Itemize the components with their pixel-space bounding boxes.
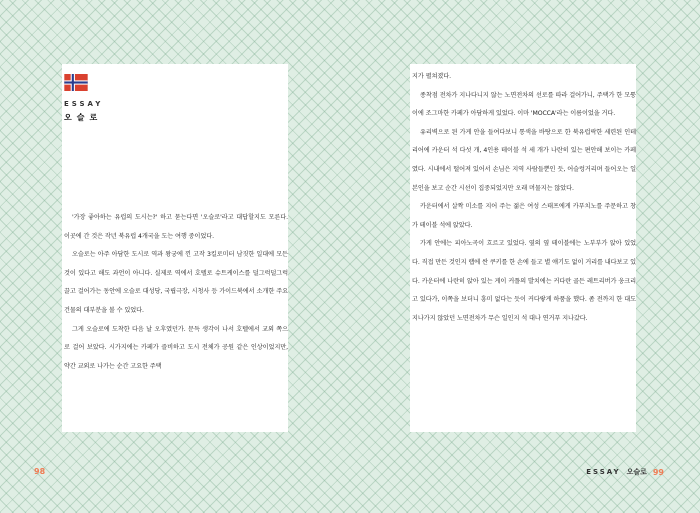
page-number-left: 98 <box>34 467 46 476</box>
running-head-title: 오슬로 <box>626 468 647 476</box>
paragraph: 오슬로는 아주 아담한 도시로 역과 왕궁에 낀 고작 3킬로미터 남짓한 일대에 모든 것이 있다고 해도 과언이 아니다. 실제로 역에서 호텔로 슈트케이스를 덜그럭덜그럭 끌고 걸어가는 동안에 오슬로 대성당, 국립극장, 시청사 등 가이드북에서 소개한 주요 건물의 대부분을 볼 수 있었다. <box>64 251 288 314</box>
paragraph: 그게 오슬로에 도착한 다음 날 오후였던가. 문득 생각이 나서 호텔에서 교외 쪽으로 걸어 보았다. 시가지에는 카페가 즐비하고 도시 전체가 공원 같은 인상이었지만, 약간 교외로 나가는 순간 고요한 주택 <box>64 325 288 370</box>
paragraph: '가장 좋아하는 유럽의 도시는?' 하고 묻는다면 '오슬로'라고 대답할지도 모른다. 이곳에 간 것은 작년 북유럽 4개국을 도는 여행 중이었다. <box>64 214 288 240</box>
norway-flag-icon <box>64 74 88 91</box>
paragraph: 유리벽으로 된 가게 안을 들여다보니 통색을 바탕으로 한 북유럽락한 세련된 인테리어에 카운터 석 다섯 개, 4인용 테이블 석 세 개가 나란히 있는 편안해 보이는 카페였다. 시내에서 떨어져 있어서 손님은 지역 사람들뿐인 듯, 어슬렁거리며 들어오는 일본인을 보고 순간 시선이 집중되었지만 오래 머물지는 않았다. <box>412 128 636 192</box>
running-head-label: ESSAY <box>586 468 621 476</box>
paragraph: 카운터에서 살짝 미소를 지어 주는 젊은 여성 스태프에게 카푸치노를 주문하고 창가 테이블 석에 앉았다. <box>412 203 636 229</box>
article-title: 오슬로 <box>64 113 103 122</box>
right-page <box>410 64 636 432</box>
running-head <box>586 467 664 477</box>
left-page <box>62 64 288 432</box>
paragraph: 지가 펼쳐졌다. <box>412 73 451 80</box>
left-body-text <box>64 209 288 376</box>
paragraph: 종착점 전차가 지나다니지 않는 노면전차의 선로를 따라 걸어가니, 주택가 한 모퉁이에 조그마한 카페가 아담하게 있었다. 이마 'MOCCA'라는 이름이었을 거다. <box>412 91 636 118</box>
paragraph: 가게 안에는 피아노곡이 흐르고 있었다. 옆의 옆 테이블에는 노부부가 앉아 있었다. 직접 만든 것인지 랩에 싼 쿠키를 한 손에 들고 별 얘기도 없이 거리를 내다보고 있다. 카운터에 나란히 앉아 있는 게이 커플의 발치에는 커다란 골든 레트리버가 웅크리고 있다가, 이쪽을 보더니 흥미 없다는 듯이 커다랗게 하품을 했다. 좀 전까지 한 대도 지나가지 않았던 노면전차가 무슨 일인지 석 대나 연거푸 지나갔다. <box>412 240 636 322</box>
page-number-right: 99 <box>652 467 664 477</box>
essay-label: ESSAY <box>64 100 104 108</box>
right-body-text <box>412 68 636 328</box>
